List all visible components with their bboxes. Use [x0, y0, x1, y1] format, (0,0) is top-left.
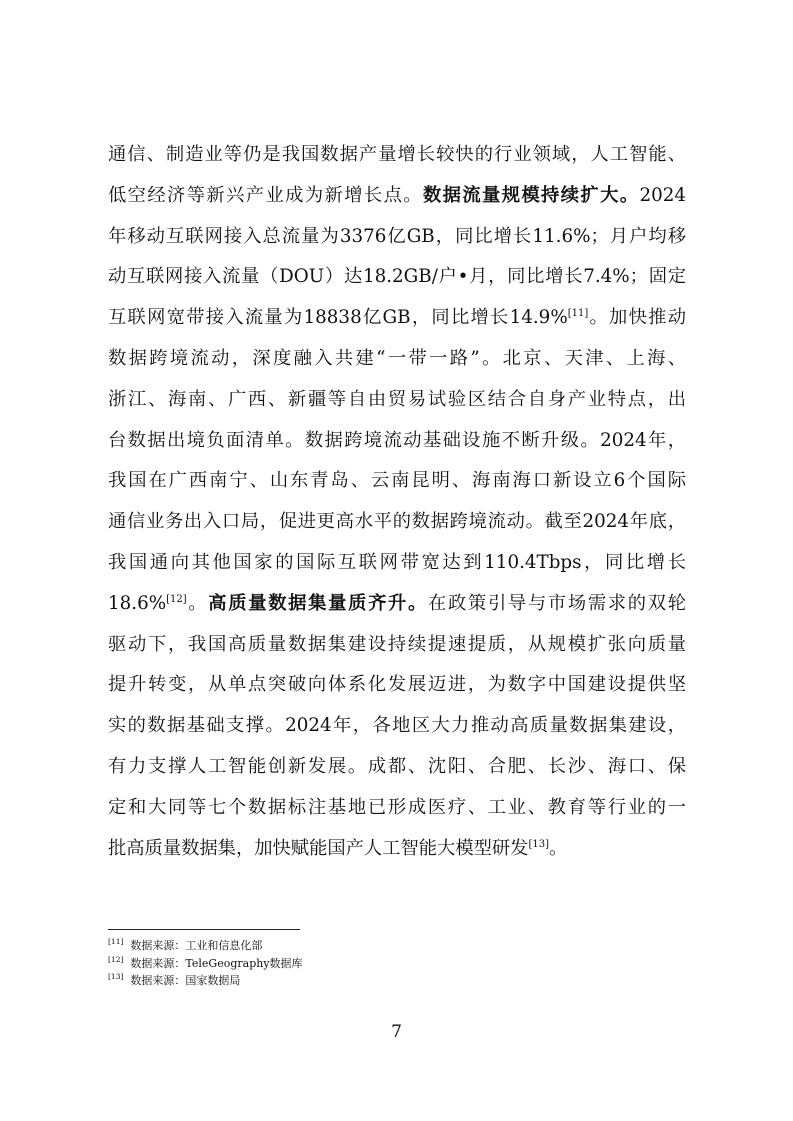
body-line [108, 339, 686, 380]
body-line [108, 380, 686, 421]
body-line [108, 788, 686, 829]
body-text-segment: 我国在广西南宁、山东青岛、云南昆明、海南海口新设立6个国际 [108, 470, 686, 492]
body-text-segment: 年移动互联网接入总流量为3376亿GB，同比增长11.6%；月户均移 [108, 225, 686, 247]
body-text-segment: 数据跨境流动，深度融入共建“一带一路”。北京、天津、上海、 [108, 347, 686, 369]
footnote-text: 数据来源：工业和信息化部 [130, 939, 263, 952]
body-line [108, 665, 686, 706]
body-line [108, 747, 686, 788]
body-text-segment: 。加快推动 [588, 307, 686, 329]
body-line [108, 543, 686, 584]
body-line [108, 421, 686, 462]
body-text-segment: 。 [186, 592, 209, 614]
body-line [108, 298, 686, 339]
footnote-item [108, 972, 668, 990]
body-line [108, 217, 686, 258]
footnote-mark: [11] [108, 937, 124, 947]
body-text-segment: 。 [549, 837, 568, 859]
body-text-segment: 浙江、海南、广西、新疆等自由贸易试验区结合自身产业特点，出 [108, 388, 686, 410]
body-text-segment: 驱动下，我国高质量数据集建设持续提速提质，从规模扩张向质量 [108, 633, 686, 655]
body-line [108, 829, 686, 870]
bold-heading-text: 高质量数据集量质齐升。 [208, 592, 429, 614]
footnotes [108, 937, 668, 990]
footnote-mark: [12] [108, 954, 124, 964]
body-text-segment: 互联网宽带接入流量为18838亿GB，同比增长14.9% [108, 307, 568, 329]
footnote-divider [108, 929, 300, 930]
bold-heading-text: 数据流量规模持续扩大。 [422, 184, 640, 206]
footnote-item [108, 937, 668, 955]
body-text-segment: 通信、制造业等仍是我国数据产量增长较快的行业领域，人工智能、 [108, 144, 686, 165]
body-text-segment: 定和大同等七个数据标注基地已形成医疗、工业、教育等行业的一 [108, 796, 686, 818]
body-text [108, 135, 686, 869]
body-text-segment: 2024 [639, 184, 687, 206]
body-text-segment: 动互联网接入流量（DOU）达18.2GB/户•月，同比增长7.4%；固定 [108, 266, 686, 288]
footnote-item [108, 955, 668, 973]
body-text-segment: 18.6% [108, 592, 167, 614]
footnote-text: 数据来源：国家数据局 [130, 974, 241, 987]
body-text-segment: 台数据出境负面清单。数据跨境流动基础设施不断升级。2024年， [108, 429, 686, 451]
body-line [108, 502, 686, 543]
body-text-segment: 在政策引导与市场需求的双轮 [428, 592, 687, 614]
footnote-text: 数据来源：TeleGeography数据库 [130, 956, 303, 970]
body-text-segment: 通信业务出入口局，促进更高水平的数据跨境流动。截至2024年底， [108, 511, 686, 533]
body-text-segment: 实的数据基础支撑。2024年，各地区大力推动高质量数据集建设， [108, 715, 686, 737]
body-line [108, 584, 686, 625]
footnote-reference: [13] [528, 838, 549, 850]
body-line [108, 461, 686, 502]
page-number: 7 [391, 1022, 402, 1042]
body-line [108, 135, 686, 176]
body-line [108, 176, 686, 217]
body-text-segment: 低空经济等新兴产业成为新增长点。 [108, 184, 423, 206]
body-line [108, 625, 686, 666]
footnote-reference: [11] [567, 308, 589, 320]
body-line [108, 257, 686, 298]
body-text-segment: 有力支撑人工智能创新发展。成都、沈阳、合肥、长沙、海口、保 [108, 755, 686, 777]
footnote-reference: [12] [166, 593, 187, 605]
footnote-mark: [13] [108, 972, 124, 982]
body-text-segment: 我国通向其他国家的国际互联网带宽达到110.4Tbps，同比增长 [108, 551, 686, 573]
body-line [108, 706, 686, 747]
body-text-segment: 批高质量数据集，加快赋能国产人工智能大模型研发 [108, 837, 529, 859]
body-text-segment: 提升转变，从单点突破向体系化发展迈进，为数字中国建设提供坚 [108, 674, 686, 696]
